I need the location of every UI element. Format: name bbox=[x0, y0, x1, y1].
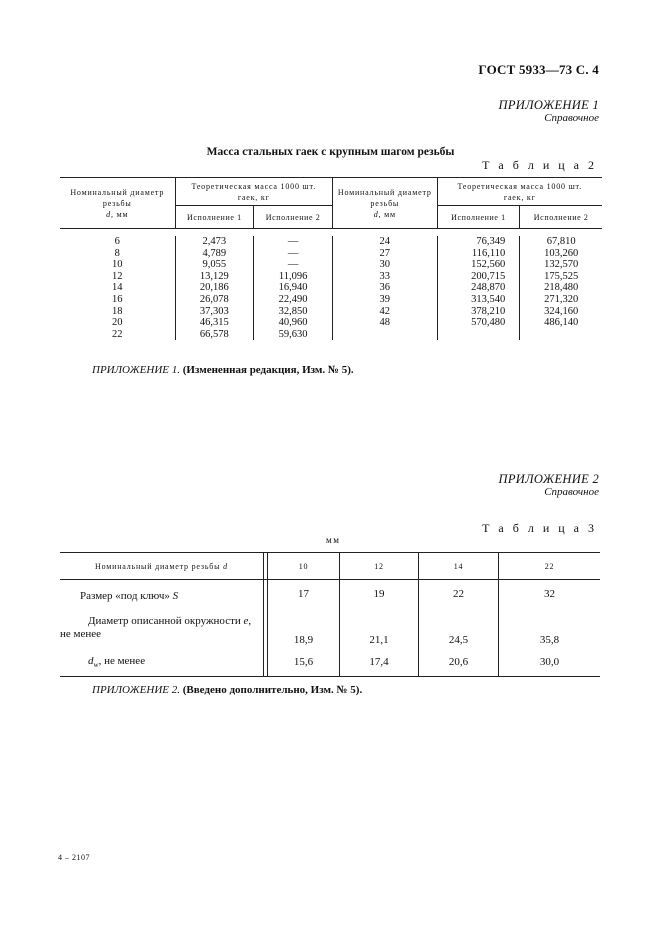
table-cell: 103,260 bbox=[544, 247, 579, 259]
table-cell: 116,110 bbox=[471, 247, 506, 259]
table-cell: 378,210 bbox=[471, 305, 506, 317]
table2-left-e2 bbox=[254, 236, 333, 340]
note-text: (Измененная редакция, Изм. № 5). bbox=[182, 364, 354, 376]
table3-col-10: 10 bbox=[268, 553, 340, 580]
table-cell: 15,6 bbox=[268, 649, 340, 677]
table-cell: 486,140 bbox=[544, 317, 579, 329]
table-cell: 248,870 bbox=[471, 282, 506, 294]
table-cell: 17,4 bbox=[340, 649, 419, 677]
table-cell: 46,315 bbox=[199, 317, 229, 329]
table-cell: 20,6 bbox=[419, 649, 499, 677]
table-cell: 32 bbox=[499, 580, 601, 609]
table-cell: 20,186 bbox=[199, 282, 229, 294]
table3 bbox=[60, 552, 600, 677]
table3-unit: мм bbox=[326, 535, 341, 545]
table2-col-mass-left: Теоретическая масса 1000 шт. гаек, кг bbox=[175, 178, 332, 206]
row-s-label: Размер «под ключ» S bbox=[80, 590, 179, 603]
page-header: ГОСТ 5933—73 С. 4 bbox=[478, 62, 599, 77]
table3-col-14: 14 bbox=[419, 553, 499, 580]
table-cell: 313,540 bbox=[471, 293, 506, 305]
table-cell: 17 bbox=[268, 580, 340, 609]
table-cell: 20 bbox=[112, 317, 123, 329]
row-dw-label: $d_w$, не менее bbox=[88, 655, 146, 670]
table-cell: 66,578 bbox=[199, 328, 229, 340]
table-cell: 24,5 bbox=[419, 609, 499, 649]
table-cell: 59,630 bbox=[278, 328, 308, 340]
table2-col-diameter-left: Номинальный диаметр резьбы d, мм bbox=[70, 187, 165, 219]
footer-code: 4 – 2107 bbox=[58, 853, 90, 862]
table-cell: 19 bbox=[340, 580, 419, 609]
table3-header-label: Номинальный диаметр резьбы d bbox=[95, 561, 228, 571]
table-cell: 132,570 bbox=[544, 259, 579, 271]
table2-col-exec1-left: Исполнение 1 bbox=[175, 206, 254, 229]
appendix2-note bbox=[92, 684, 362, 696]
table-cell: 13,129 bbox=[199, 270, 229, 282]
table3-header-row bbox=[60, 553, 600, 580]
table2-right-e2 bbox=[520, 236, 602, 340]
table-cell: 22 bbox=[112, 328, 123, 340]
table3-col-22: 22 bbox=[499, 553, 601, 580]
table2-left-d bbox=[60, 236, 175, 340]
appendix2-title: ПРИЛОЖЕНИЕ 2 bbox=[498, 472, 599, 486]
table-cell: 12 bbox=[112, 270, 123, 282]
table-cell: 40,960 bbox=[278, 317, 308, 329]
table-cell: 18 bbox=[112, 305, 123, 317]
table-cell: 8 bbox=[114, 247, 120, 259]
table2 bbox=[60, 177, 602, 340]
table-cell: 9,055 bbox=[202, 259, 227, 271]
table-cell: 22,490 bbox=[278, 293, 308, 305]
table2-col-exec2-right: Исполнение 2 bbox=[520, 206, 602, 229]
table2-title: Масса стальных гаек с крупным шагом резьбы bbox=[206, 146, 455, 158]
table-cell: 67,810 bbox=[546, 236, 576, 247]
appendix2-subtitle: Справочное bbox=[544, 486, 599, 498]
table-cell: 152,560 bbox=[471, 259, 506, 271]
table-cell: 26,078 bbox=[199, 293, 229, 305]
table-cell: 218,480 bbox=[544, 282, 579, 294]
table-cell: 200,715 bbox=[471, 270, 506, 282]
table2-body bbox=[60, 236, 602, 340]
table-cell: 42 bbox=[379, 305, 391, 317]
table-cell: 11,096 bbox=[278, 270, 308, 282]
appendix1-subtitle: Справочное bbox=[544, 112, 599, 124]
table2-right-d bbox=[332, 236, 437, 340]
table-cell: 27 bbox=[379, 247, 391, 259]
appendix1-note bbox=[92, 364, 354, 376]
table-cell: 76,349 bbox=[476, 236, 506, 247]
table-cell: 24 bbox=[379, 236, 391, 247]
table-cell: 30 bbox=[379, 259, 391, 271]
table2-col-diameter-right: Номинальный диаметр резьбы d, мм bbox=[332, 178, 437, 229]
table-cell: 10 bbox=[112, 259, 123, 271]
table-cell: 39 bbox=[379, 293, 391, 305]
table-cell: — bbox=[287, 259, 299, 271]
table-cell: 2,473 bbox=[202, 236, 227, 247]
table-cell: 4,789 bbox=[202, 247, 227, 259]
table-cell: — bbox=[287, 247, 299, 259]
table-cell: 16 bbox=[112, 293, 123, 305]
table2-col-exec1-right: Исполнение 1 bbox=[437, 206, 520, 229]
table-cell: — bbox=[287, 236, 299, 247]
table-cell: 14 bbox=[112, 282, 123, 294]
table-cell: 35,8 bbox=[499, 609, 601, 649]
note-label: ПРИЛОЖЕНИЕ 1. bbox=[92, 364, 180, 376]
table3-col-12: 12 bbox=[340, 553, 419, 580]
table-cell: 271,320 bbox=[544, 293, 579, 305]
table2-left-e1 bbox=[175, 236, 254, 340]
table-cell: 32,850 bbox=[278, 305, 308, 317]
table2-col-mass-right: Теоретическая масса 1000 шт. гаек, кг bbox=[437, 178, 602, 206]
table-cell: 36 bbox=[379, 282, 391, 294]
table-row bbox=[60, 649, 600, 677]
row-e-label: Диаметр описанной окружности e, не менее bbox=[60, 614, 252, 640]
table-row bbox=[60, 580, 600, 609]
table-cell: 21,1 bbox=[340, 609, 419, 649]
table2-col-exec2-left: Исполнение 2 bbox=[254, 206, 333, 229]
table-cell: 570,480 bbox=[471, 317, 506, 329]
table-cell: 30,0 bbox=[499, 649, 601, 677]
note-text: (Введено дополнительно, Изм. № 5). bbox=[182, 684, 363, 696]
table2-right-e1 bbox=[437, 236, 520, 340]
table-cell: 48 bbox=[379, 317, 391, 329]
table-cell: 324,160 bbox=[544, 305, 579, 317]
table-row bbox=[60, 609, 600, 649]
table-cell: 22 bbox=[419, 580, 499, 609]
table-cell: 175,525 bbox=[544, 270, 579, 282]
table-cell: 16,940 bbox=[278, 282, 308, 294]
table-cell: 6 bbox=[114, 236, 120, 247]
appendix1-title: ПРИЛОЖЕНИЕ 1 bbox=[498, 98, 599, 112]
table-cell: 37,303 bbox=[199, 305, 229, 317]
table-cell: 33 bbox=[379, 270, 391, 282]
table-cell: 18,9 bbox=[268, 609, 340, 649]
note-label: ПРИЛОЖЕНИЕ 2. bbox=[92, 684, 180, 696]
table3-label: Т а б л и ц а 3 bbox=[482, 521, 597, 535]
table2-label: Т а б л и ц а 2 bbox=[482, 158, 597, 172]
